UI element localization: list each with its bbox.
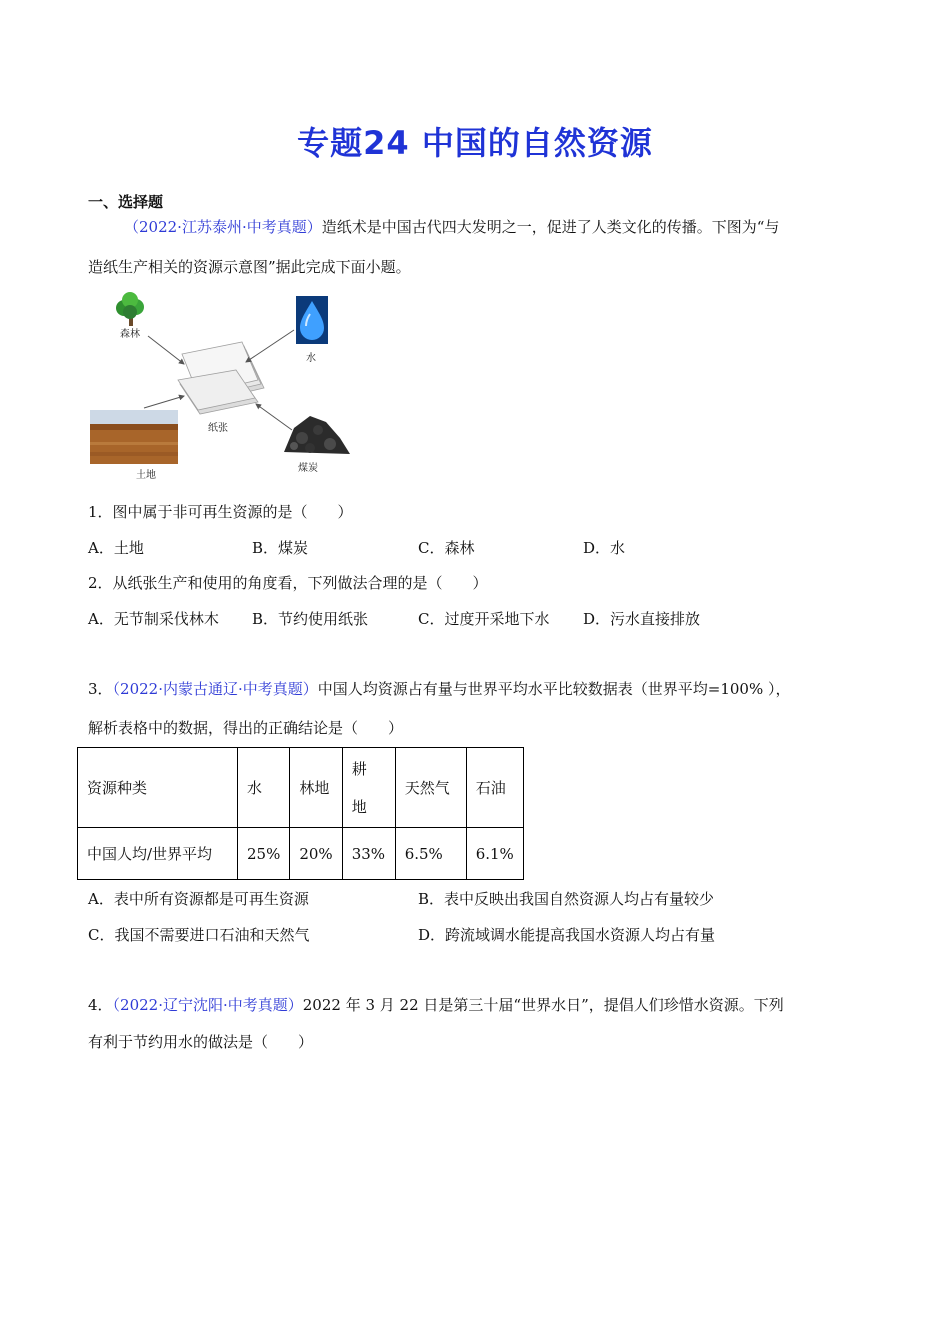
q4-text: 2022 年 3 月 22 日是第三十届“世界水日”，提倡人们珍惜水资源。下列	[302, 996, 784, 1014]
question-3-line-2: 解析表格中的数据，得出的正确结论是（ ）	[88, 719, 404, 737]
question-4-line-2: 有利于节约用水的做法是（ ）	[88, 1033, 314, 1051]
header-arable-land	[342, 748, 395, 828]
label-paper: 纸张	[208, 423, 228, 434]
table-header-row	[78, 748, 524, 828]
arrow-water	[246, 330, 294, 362]
question-1: 1．图中属于非可再生资源的是（ ）	[88, 503, 353, 521]
q1-option-a[interactable]: A．土地	[88, 539, 144, 557]
tree-icon	[116, 292, 144, 326]
intro-line-2: 造纸生产相关的资源示意图”据此完成下面小题。	[88, 258, 411, 276]
header-arable-1: 耕	[351, 759, 367, 778]
coal-icon	[284, 416, 350, 454]
q3-text: 中国人均资源占有量与世界平均水平比较数据表（世界平均=100% ），	[317, 680, 791, 698]
label-water: 水	[306, 353, 316, 364]
arrow-land	[144, 396, 184, 408]
resource-diagram	[88, 292, 358, 482]
intro-source: （2022·江苏泰州·中考真题）	[124, 218, 322, 236]
page-title: 专题24 中国的自然资源	[297, 124, 653, 162]
question-2: 2．从纸张生产和使用的角度看，下列做法合理的是（ ）	[88, 574, 488, 592]
diagram-graphics	[88, 292, 358, 482]
q1-option-b[interactable]: B．煤炭	[252, 539, 309, 557]
q2-option-c[interactable]: C．过度开采地下水	[418, 610, 550, 628]
q3-number: 3．	[88, 680, 113, 698]
field-image	[90, 410, 178, 464]
header-natural-gas: 天然气	[395, 748, 466, 828]
label-land: 土地	[136, 470, 156, 481]
q4-number: 4．	[88, 996, 113, 1014]
arrow-forest	[148, 336, 184, 364]
header-forest-land: 林地	[290, 748, 342, 828]
q2-option-a[interactable]: A．无节制采伐林木	[88, 610, 219, 628]
value-arable-land: 33%	[342, 828, 395, 880]
value-water: 25%	[238, 828, 290, 880]
q2-option-b[interactable]: B．节约使用纸张	[252, 610, 369, 628]
header-resource-type: 资源种类	[78, 748, 238, 828]
arrow-coal	[256, 404, 292, 430]
q2-option-d[interactable]: D．污水直接排放	[583, 610, 701, 628]
row-label: 中国人均/世界平均	[78, 828, 238, 880]
q3-option-a[interactable]: A．表中所有资源都是可再生资源	[88, 890, 309, 908]
q1-option-d[interactable]: D．水	[583, 539, 626, 557]
q3-source: （2022·内蒙古通辽·中考真题）	[112, 680, 318, 698]
q1-option-c[interactable]: C．森林	[418, 539, 475, 557]
q4-source: （2022·辽宁沈阳·中考真题）	[112, 996, 303, 1014]
table-row	[78, 828, 524, 880]
label-forest: 森林	[120, 329, 140, 340]
header-oil: 石油	[466, 748, 523, 828]
value-oil: 6.1%	[466, 828, 523, 880]
paper-stack-icon	[178, 342, 264, 414]
intro-text: 造纸术是中国古代四大发明之一，促进了人类文化的传播。下图为“与	[321, 218, 780, 236]
question-3-line-1	[88, 678, 791, 699]
header-water: 水	[238, 748, 290, 828]
header-arable-2: 地	[351, 797, 367, 816]
q3-option-b[interactable]: B．表中反映出我国自然资源人均占有量较少	[418, 890, 715, 908]
resource-table	[77, 747, 524, 880]
intro-line-1	[124, 216, 779, 237]
label-coal: 煤炭	[298, 463, 318, 474]
value-forest-land: 20%	[290, 828, 342, 880]
value-natural-gas: 6.5%	[395, 828, 466, 880]
section-heading: 一、选择题	[88, 193, 164, 211]
water-drop-icon	[296, 296, 328, 344]
question-4-line-1	[88, 994, 784, 1015]
q3-option-c[interactable]: C．我国不需要进口石油和天然气	[88, 926, 310, 944]
q3-option-d[interactable]: D．跨流域调水能提高我国水资源人均占有量	[418, 926, 716, 944]
